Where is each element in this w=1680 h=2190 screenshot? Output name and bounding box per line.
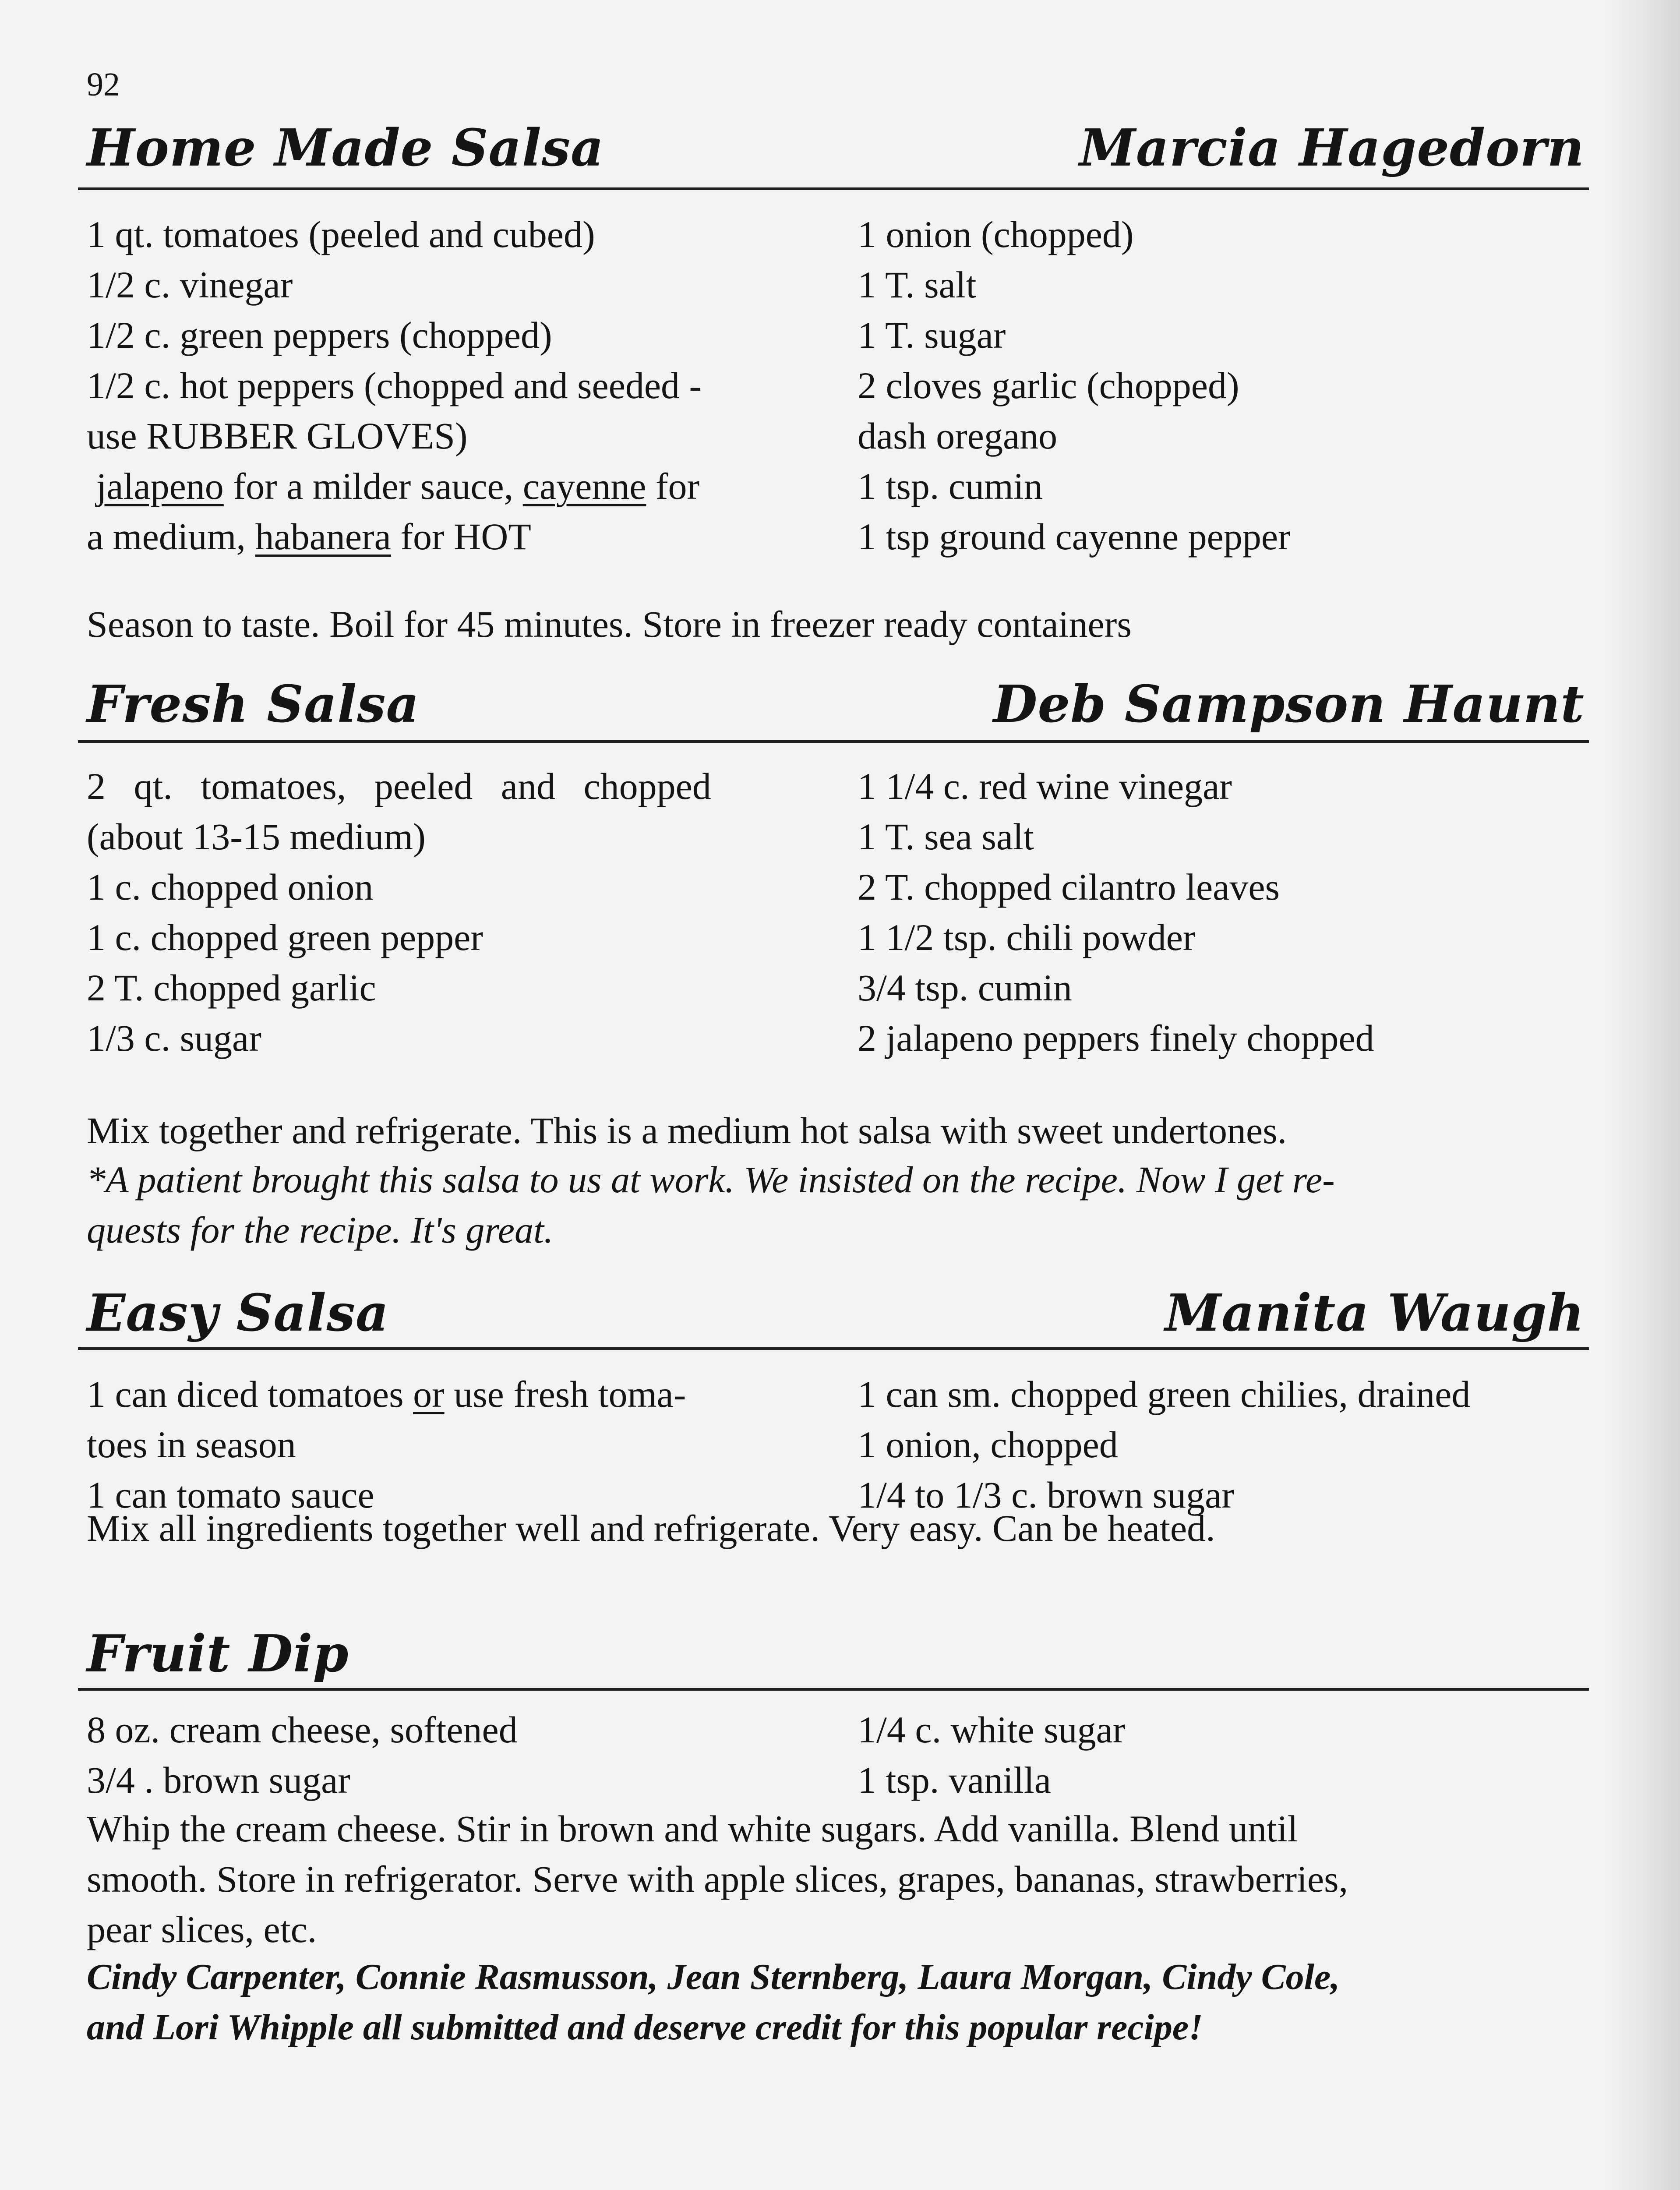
pepper-note-line-2 <box>87 512 831 562</box>
ingredient: 1/2 c. green peppers (chopped) <box>87 314 552 356</box>
page-edge-shadow <box>1606 0 1680 2190</box>
ingredient: 2 T. chopped garlic <box>87 967 376 1009</box>
ingredient: 3/4 tsp. cumin <box>858 967 1072 1009</box>
ingredient: 1 tsp. vanilla <box>858 1759 1051 1801</box>
ingredient: 1 T. salt <box>858 264 977 306</box>
recipe-directions: Mix all ingredients together well and refrigerate. Very easy. Can be heated. <box>87 1507 1215 1549</box>
ingredient: 2 cloves garlic (chopped) <box>858 364 1239 406</box>
section-rule <box>78 740 1589 743</box>
ingredient: 1/2 c. vinegar <box>87 264 293 306</box>
ingredients-right <box>858 761 1593 1063</box>
ingredient: 1 c. chopped onion <box>87 866 374 908</box>
ingredient-text: use fresh toma- <box>444 1373 686 1415</box>
recipe-author: Marcia Hagedorn <box>1079 118 1585 178</box>
section-rule <box>78 187 1589 190</box>
ingredient: 1/3 c. sugar <box>87 1017 261 1059</box>
ingredient: 2 T. chopped cilantro leaves <box>858 866 1280 908</box>
ingredient: 1 can tomato sauce <box>87 1474 374 1516</box>
ingredient: 1 c. chopped green pepper <box>87 916 483 958</box>
recipe-note <box>87 1155 1593 1255</box>
credit-line: Cindy Carpenter, Connie Rasmusson, Jean Sternberg, Laura Morgan, Cindy Cole, <box>87 1957 1340 1997</box>
ingredient: 1 onion (chopped) <box>858 213 1134 255</box>
ingredient: 1 qt. tomatoes (peeled and cubed) <box>87 213 595 255</box>
ingredient: 3/4 . brown sugar <box>87 1759 350 1801</box>
recipe-author: Deb Sampson Haunt <box>993 675 1585 734</box>
pepper-note-text: for <box>646 465 700 507</box>
ingredient: 1 T. sea salt <box>858 816 1034 858</box>
pepper-note-text: for a milder sauce, <box>223 465 523 507</box>
ingredient: 1 tsp ground cayenne pepper <box>858 516 1291 558</box>
directions-line: Whip the cream cheese. Stir in brown and white sugars. Add vanilla. Blend until <box>87 1808 1298 1850</box>
ingredient: 8 oz. cream cheese, softened <box>87 1709 518 1751</box>
ingredients-left <box>87 761 831 1063</box>
ingredients-left <box>87 1705 831 1805</box>
credit-line: and Lori Whipple all submitted and deserve credit for this popular recipe! <box>87 2007 1203 2048</box>
note-line: quests for the recipe. It's great. <box>87 1209 554 1251</box>
pepper-note-line-1 <box>87 461 831 512</box>
ingredient: 2 qt. tomatoes, peeled and chopped <box>87 765 711 807</box>
ingredient-or: or <box>413 1373 445 1415</box>
recipe-directions <box>87 1804 1593 1955</box>
recipe-title: Fresh Salsa <box>87 675 420 734</box>
ingredient: (about 13-15 medium) <box>87 816 426 858</box>
pepper-cayenne: cayenne <box>522 465 646 507</box>
ingredient: dash oregano <box>858 415 1058 457</box>
ingredients-right <box>858 1705 1593 1805</box>
recipe-title: Home Made Salsa <box>87 118 604 178</box>
section-rule <box>78 1688 1589 1691</box>
ingredient: 1/4 c. white sugar <box>858 1709 1126 1751</box>
ingredients-right <box>858 1369 1593 1520</box>
recipe-title: Easy Salsa <box>87 1283 389 1343</box>
directions-line: pear slices, etc. <box>87 1908 317 1950</box>
ingredients-left <box>87 1369 831 1520</box>
pepper-habanera: habanera <box>255 516 391 558</box>
pepper-note-text: for HOT <box>391 516 531 558</box>
ingredient: 1 1/4 c. red wine vinegar <box>858 765 1232 807</box>
pepper-note-text: a medium, <box>87 516 255 558</box>
ingredient: 1 can sm. chopped green chilies, drained <box>858 1373 1471 1415</box>
section-rule <box>78 1347 1589 1350</box>
recipe-directions: Mix together and refrigerate. This is a medium hot salsa with sweet undertones. <box>87 1109 1287 1152</box>
ingredient: 1 tsp. cumin <box>858 465 1043 507</box>
ingredient: 2 jalapeno peppers finely chopped <box>858 1017 1374 1059</box>
ingredients-left <box>87 209 831 562</box>
ingredients-right <box>858 209 1593 562</box>
directions-line: smooth. Store in refrigerator. Serve with apple slices, grapes, bananas, strawberries, <box>87 1858 1348 1900</box>
ingredient <box>87 1369 831 1420</box>
recipe-directions: Season to taste. Boil for 45 minutes. Store in freezer ready containers <box>87 603 1132 645</box>
recipe-title: Fruit Dip <box>87 1624 349 1684</box>
ingredient: 1 onion, chopped <box>858 1424 1118 1466</box>
page-number: 92 <box>87 66 120 103</box>
pepper-jalapeno: jalapeno <box>96 465 224 507</box>
ingredient-text: 1 can diced tomatoes <box>87 1373 413 1415</box>
ingredient: use RUBBER GLOVES) <box>87 415 468 457</box>
ingredient: 1/4 to 1/3 c. brown sugar <box>858 1474 1234 1516</box>
ingredient: 1 1/2 tsp. chili powder <box>858 916 1196 958</box>
recipe-credit <box>87 1952 1593 2052</box>
ingredient: toes in season <box>87 1424 296 1466</box>
recipe-author: Manita Waugh <box>1165 1283 1585 1343</box>
ingredient: 1 T. sugar <box>858 314 1006 356</box>
note-line: *A patient brought this salsa to us at work. We insisted on the recipe. Now I get re- <box>87 1159 1335 1201</box>
ingredient: 1/2 c. hot peppers (chopped and seeded - <box>87 364 702 406</box>
